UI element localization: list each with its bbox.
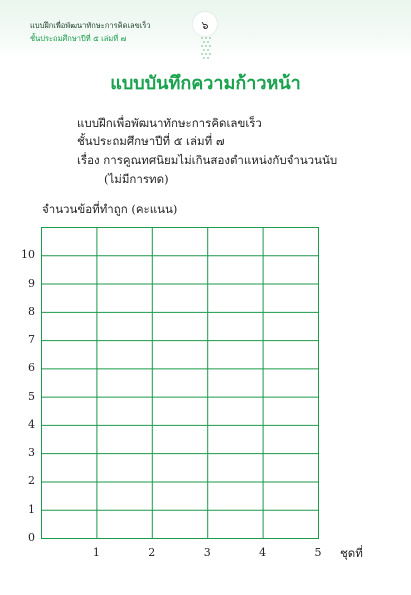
x-tick-label: 2 bbox=[148, 546, 156, 559]
info-series: แบบฝึกเพื่อพัฒนาทักษะการคิดเลขเร็ว bbox=[77, 116, 262, 130]
y-tick-label: 3 bbox=[28, 446, 35, 460]
y-tick-label: 10 bbox=[21, 248, 35, 262]
y-tick-label: 9 bbox=[28, 276, 35, 290]
y-tick-label: 0 bbox=[28, 531, 35, 544]
y-tick-label: 4 bbox=[28, 417, 35, 431]
y-tick-label: 6 bbox=[28, 361, 35, 375]
info-topic-note: (ไม่มีการทด) bbox=[104, 172, 169, 186]
header-grade-volume: ชั้นประถมศึกษาปีที่ ๕ เล่มที่ ๗ bbox=[30, 34, 127, 43]
x-tick-label: 5 bbox=[314, 546, 322, 559]
y-tick-label: 5 bbox=[28, 389, 35, 403]
y-tick-label: 8 bbox=[28, 304, 35, 318]
header-series-title: แบบฝึกเพื่อพัฒนาทักษะการคิดเลขเร็ว bbox=[30, 21, 151, 30]
y-tick-label: 1 bbox=[28, 502, 35, 516]
x-tick-label: 4 bbox=[259, 546, 267, 559]
page-title: แบบบันทึกความก้าวหน้า bbox=[110, 73, 301, 94]
x-tick-label: 1 bbox=[92, 546, 100, 559]
info-topic: เรื่อง การคูณทศนิยมไม่เกินสองตำแหน่งกับจำนวนนับ bbox=[77, 153, 338, 167]
x-axis-label: ชุดที่ bbox=[340, 546, 363, 560]
dotted-ribbon-icon bbox=[199, 36, 213, 62]
info-grade-volume: ชั้นประถมศึกษาปีที่ ๕ เล่มที่ ๗ bbox=[77, 134, 225, 148]
y-axis-label: จำนวนข้อที่ทำถูก (คะแนน) bbox=[42, 202, 178, 216]
y-tick-label: 2 bbox=[28, 474, 35, 488]
y-tick-label: 7 bbox=[28, 333, 35, 347]
page-number: ๖ bbox=[201, 19, 209, 32]
score-grid bbox=[41, 227, 319, 539]
x-tick-label: 3 bbox=[203, 546, 211, 559]
